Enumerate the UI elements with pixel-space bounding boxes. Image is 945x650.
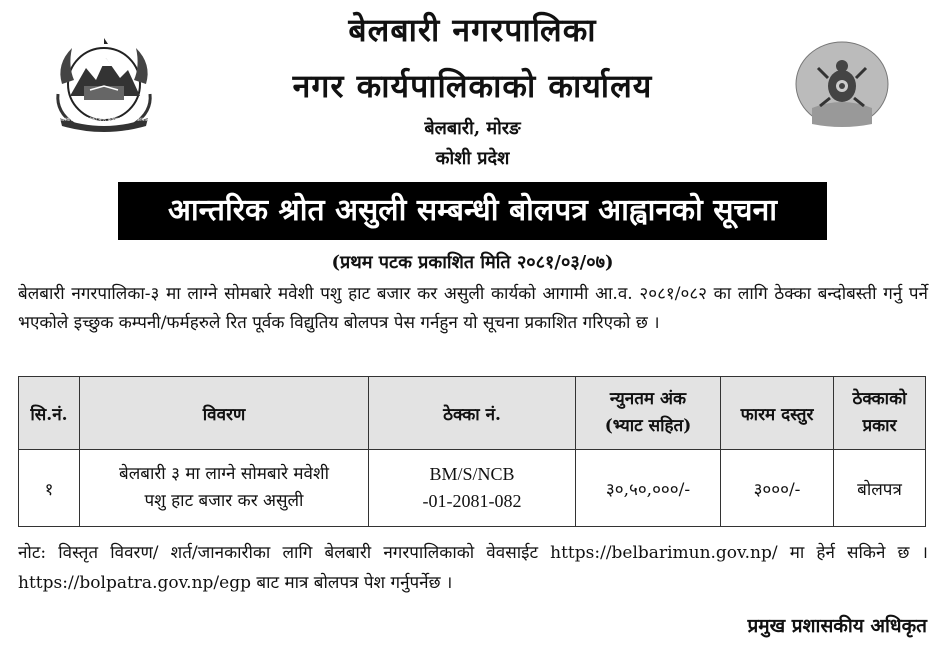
table-row (19, 450, 926, 527)
cell-minimum-amount: ३०,५०,०००/- (576, 450, 721, 527)
contract-line2: -01-2081-082 (422, 491, 522, 511)
notice-title: आन्तरिक श्रोत असुली सम्बन्धी बोलपत्र आह्वानको सूचना (118, 182, 827, 240)
header-contract-type (834, 377, 926, 450)
office-name: नगर कार्यपालिकाको कार्यालय (292, 67, 653, 105)
emblem-motto: बेलबारी नगरपालिका नगर कार्यपालिकाको कार्यालय (60, 117, 152, 123)
tender-table (18, 376, 926, 527)
office-address: बेलबारी, मोरङ (424, 118, 521, 139)
cell-sn: १ (19, 450, 80, 527)
contract-line1: BM/S/NCB (429, 464, 515, 484)
header-type-line1: ठेक्काको (852, 389, 907, 409)
header-sn: सि.नं. (19, 377, 80, 450)
header-contract-no: ठेक्का नं. (369, 377, 576, 450)
cell-contract-no (369, 450, 576, 527)
table-header-row (19, 377, 926, 450)
header-minimum-amount (576, 377, 721, 450)
municipality-name: बेलबारी नगरपालिका (348, 11, 597, 49)
header-type-line2: प्रकार (862, 416, 897, 436)
cell-description (80, 450, 369, 527)
header-minimum-line2: (भ्याट सहित) (604, 416, 692, 436)
notice-body: बेलबारी नगरपालिका-३ मा लाग्ने सोमबारे मवेशी पशु हाट बजार कर असुली कार्यको आगामी आ.व. २०८१/०८२ का लागि ठेक्का बन्दोबस्ती गर्नु पर्ने भएकोले इच्छुक कम्पनी/फर्महरुले रित पूर्वक विद्युतिय बोलपत्र पेस गर्नहुन यो सूचना प्रकाशित गरिएको छ । (18, 284, 928, 333)
cell-contract-type: बोलपत्र (834, 450, 926, 527)
cell-form-fee: ३०००/- (721, 450, 834, 527)
header-description: विवरण (80, 377, 369, 450)
description-line2: पशु हाट बजार कर असुली (144, 491, 304, 511)
header-form-fee: फारम दस्तुर (721, 377, 834, 450)
header-minimum-line1: न्युनतम अंक (609, 389, 687, 409)
signatory-title: प्रमुख प्रशासकीय अधिकृत (747, 615, 927, 637)
province-name: कोशी प्रदेश (435, 148, 510, 169)
website-note: नोट: विस्तृत विवरण/ शर्त/जानकारीका लागि बेलबारी नगरपालिकाको वेवसाईट https://belbarimun.gov.np/ मा हेर्न सकिने छ । https://bolpatra.gov.np/egp बाट मात्र बोलपत्र पेश गर्नुपर्नेछ । (18, 543, 928, 593)
publication-date: (प्रथम पटक प्रकाशित मिति २०८१/०३/०७) (331, 252, 614, 273)
description-line1: बेलबारी ३ मा लाग्ने सोमबारे मवेशी (119, 464, 329, 484)
